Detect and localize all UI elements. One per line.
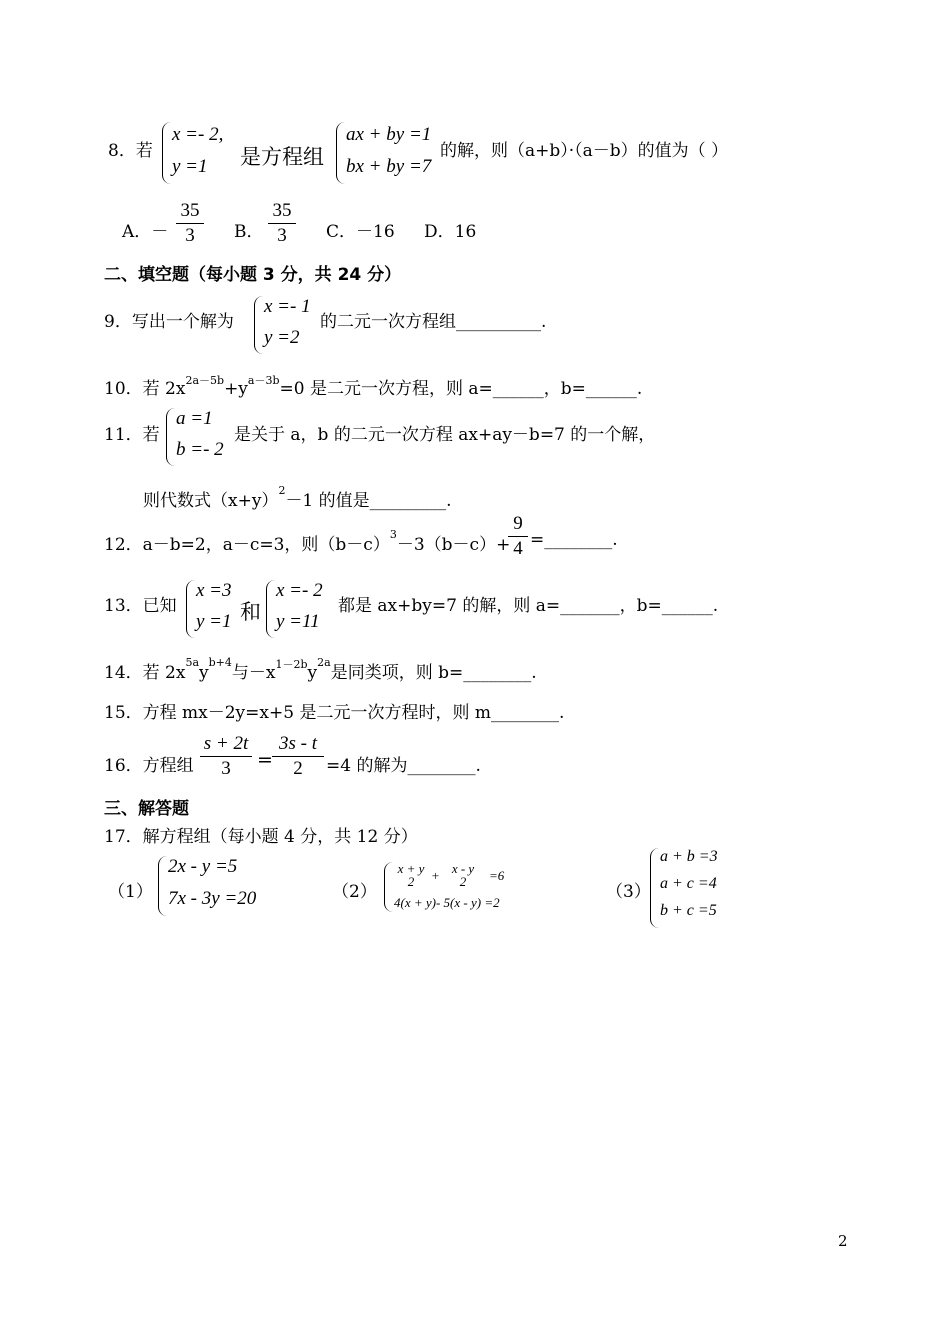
q11-sys-line2: b =- 2 — [176, 439, 224, 460]
q9-sys-line1: x =- 1 — [264, 296, 311, 317]
q8-sys1-line1: x =- 2, — [172, 124, 224, 145]
q16-head: 16．方程组 — [104, 756, 194, 776]
q16-fraction-2: 3s - t 2 — [272, 733, 324, 780]
q11-solution-system — [166, 408, 235, 466]
q11-head: 11．若 — [104, 425, 160, 445]
q8-sys2-line1: ax + by =1 — [346, 124, 432, 145]
q9-sys-line2: y =2 — [264, 327, 300, 348]
q8-option-a-fraction: 35 3 — [176, 200, 204, 247]
section-2-heading: 二、填空题（每小题 3 分，共 24 分） — [104, 265, 402, 285]
q9-solution-system — [254, 296, 323, 354]
q17-system-2 — [384, 862, 581, 912]
q13-system-1 — [186, 580, 243, 638]
q16-equals: = — [257, 749, 273, 771]
q17-s3-line3: b + c =5 — [660, 902, 717, 919]
q17-s2-frac2: x - y 2 — [451, 861, 475, 889]
q16-tail: =4 的解为________. — [326, 756, 481, 776]
q17-system-1 — [158, 856, 285, 916]
q17-system-3 — [650, 848, 747, 928]
q17-label-1: （1） — [108, 882, 153, 902]
q13-tail: 都是 ax+by=7 的解，则 a=_______，b=______. — [338, 596, 719, 616]
q10-part-c: =0 是二元一次方程，则 a=______，b=______. — [279, 379, 643, 399]
q8-solution-system — [162, 122, 239, 184]
q17-label-2: （2） — [332, 882, 377, 902]
q12-tail: =________. — [530, 530, 618, 550]
q17-s1-line2: 7x - 3y =20 — [168, 888, 257, 909]
q13-system-2 — [266, 580, 337, 638]
q11-line2-exp: 2 — [278, 484, 286, 497]
q8-mid-text: 是方程组 — [240, 145, 324, 169]
q17-s3-line2: a + c =4 — [660, 875, 717, 892]
q10-part-a: 10．若 2x — [104, 379, 186, 399]
q17-label-3: （3） — [606, 882, 651, 902]
q14-tail: 是同类项，则 b=________. — [330, 663, 537, 683]
q14-text — [104, 658, 537, 683]
q8-option-b-fraction: 35 3 — [268, 200, 296, 247]
q11-line2-b: －1 的值是_________. — [285, 491, 452, 511]
q17-s1-line1: 2x - y =5 — [168, 856, 238, 877]
q11-sys-line1: a =1 — [176, 408, 213, 429]
q8-sys1-line2: y =1 — [172, 156, 208, 177]
q11-line2-a: 则代数式（x+y） — [143, 491, 279, 511]
q17-head: 17．解方程组（每小题 4 分，共 12 分） — [104, 827, 418, 847]
q9-tail: 的二元一次方程组__________. — [320, 312, 547, 332]
q8-number: 8．若 — [108, 141, 153, 161]
q14-a: 14．若 2x — [104, 663, 186, 683]
q8-tail: 的解，则（a+b）·（a－b）的值为（ ） — [440, 141, 729, 161]
q14-c: 与－x — [231, 663, 276, 683]
q10-exp2: a－3b — [247, 374, 280, 387]
q13-head: 13．已知 — [104, 596, 177, 616]
q14-e4: 2a — [317, 656, 331, 669]
q11-line2 — [143, 486, 452, 511]
q14-e3: 1－2b — [275, 658, 308, 671]
q8-option-d: D．16 — [424, 222, 477, 242]
q10-part-b: +y — [224, 379, 248, 399]
q8-equation-system — [336, 122, 443, 184]
q17-s2-line2: 4(x + y)- 5(x - y) =2 — [394, 895, 500, 910]
q12-exp: 3 — [389, 528, 397, 541]
q12-text — [104, 530, 510, 555]
section-3-heading: 三、解答题 — [104, 799, 189, 819]
page-number: 2 — [838, 1232, 848, 1250]
q8-option-a-label: A．－ — [122, 222, 169, 242]
q14-e2: b+4 — [208, 656, 232, 669]
q15-text: 15．方程 mx－2y=x+5 是二元一次方程时，则 m________. — [104, 703, 565, 723]
q12-head: 12．a－b=2，a－c=3，则（b－c） — [104, 535, 390, 555]
q12-mid: －3（b－c）+ — [396, 535, 511, 555]
q13-sys1-line2: y =1 — [196, 611, 232, 632]
q13-sys2-line1: x =- 2 — [276, 580, 323, 601]
q13-and: 和 — [240, 600, 261, 624]
q17-s2-frac1: x + y 2 — [397, 861, 425, 889]
q11-tail: 是关于 a，b 的二元一次方程 ax+ay－b=7 的一个解， — [234, 425, 656, 445]
q13-sys1-line1: x =3 — [196, 580, 232, 601]
q9-head: 9．写出一个解为 — [104, 312, 234, 332]
q14-b: y — [199, 663, 209, 683]
q10-exp1: 2a－5b — [185, 374, 225, 387]
q8-option-b-label: B． — [234, 222, 264, 242]
q14-e1: 5a — [185, 656, 200, 669]
q8-sys2-line2: bx + by =7 — [346, 156, 432, 177]
q14-d: y — [307, 663, 318, 683]
q13-sys2-line2: y =11 — [276, 611, 320, 632]
q17-s2-eq: =6 — [489, 868, 505, 883]
q12-fraction: 9 4 — [508, 513, 528, 560]
q10-text — [104, 374, 642, 399]
q16-fraction-1: s + 2t 3 — [200, 733, 252, 780]
q17-s2-plus: + — [431, 868, 440, 883]
q8-option-c: C．－16 — [326, 222, 395, 242]
q17-s3-line1: a + b =3 — [660, 848, 718, 865]
